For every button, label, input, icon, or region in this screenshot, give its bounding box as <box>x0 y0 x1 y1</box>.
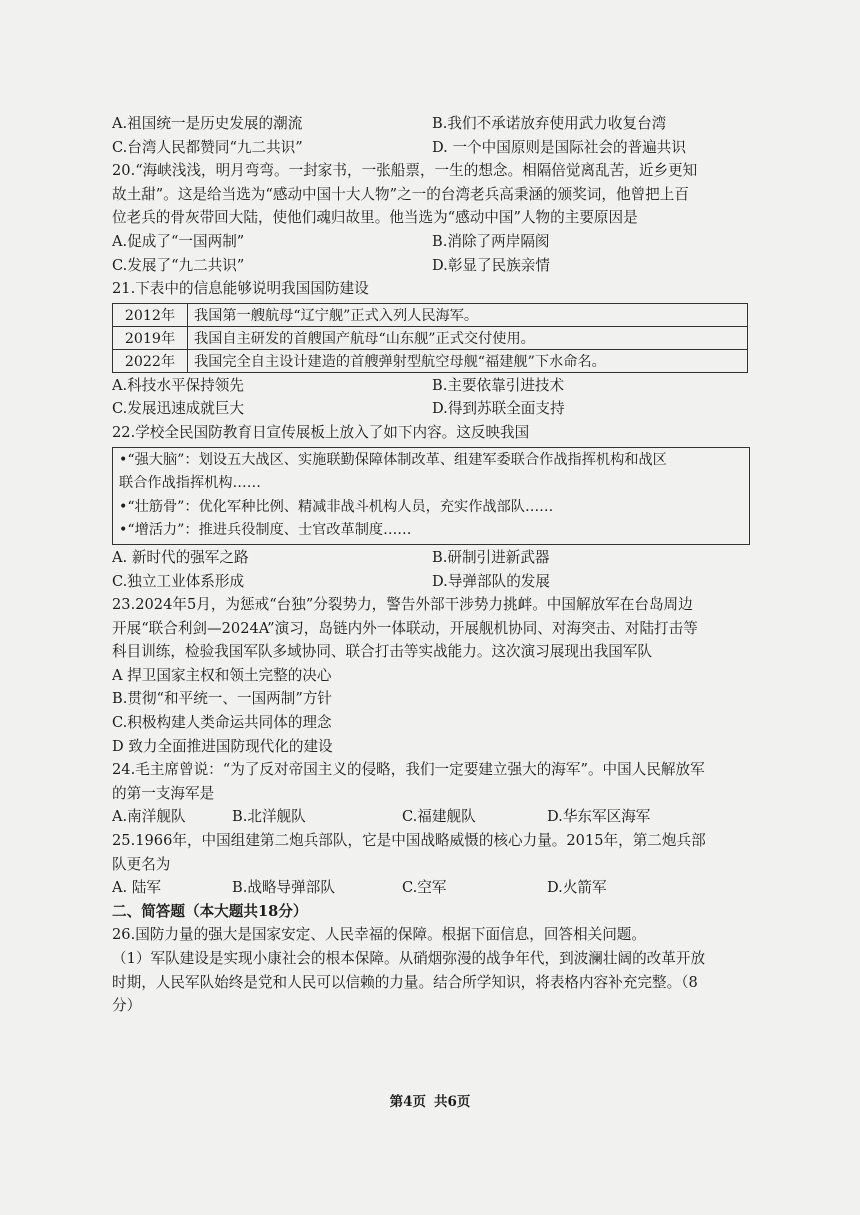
q21-option-b: B.主要依靠引进技术 <box>432 376 565 394</box>
q24-option-c: C.福建舰队 <box>402 808 476 826</box>
q22-info-box <box>112 447 750 545</box>
q24-stem-line-1: 24.毛主席曾说：“为了反对帝国主义的侵略，我们一定要建立强大的海军”。中国人民解放军 <box>112 761 705 779</box>
q22-box-line-2: 联合作战指挥机构…… <box>119 475 261 492</box>
q21-stem: 21.下表中的信息能够说明我国国防建设 <box>112 280 369 298</box>
q23-option-b: B.贯彻“和平统一、一国两制”方针 <box>112 690 333 708</box>
q21-table <box>112 303 748 373</box>
q24-option-b: B.北洋舰队 <box>232 808 306 826</box>
q22-stem: 22.学校全民国防教育日宣传展板上放入了如下内容。这反映我国 <box>112 423 530 441</box>
q21-option-c: C.发展迅速成就巨大 <box>112 400 245 418</box>
q22-option-a: A. 新时代的强军之路 <box>112 548 249 566</box>
q22-box-line-1: •“强大脑”：划设五大战区、实施联勤保障体制改革、组建军委联合作战指挥机构和战区 <box>119 451 667 468</box>
q26-sub1-line-1: （1）军队建设是实现小康社会的根本保障。从硝烟弥漫的战争年代，到波澜壮阔的改革开放 <box>112 950 706 967</box>
q26-sub1-line-2: 时期，人民军队始终是党和人民可以信赖的力量。结合所学知识，将表格内容补充完整。（8 <box>112 973 698 991</box>
q22-option-d: D.导弹部队的发展 <box>432 572 550 590</box>
q22-option-b: B.研制引进新武器 <box>432 548 550 566</box>
q25-option-c: C.空军 <box>402 879 447 897</box>
q21-option-d: D.得到苏联全面支持 <box>432 400 565 418</box>
page-footer <box>0 1090 860 1110</box>
q24-stem-line-2: 的第一支海军是 <box>112 784 215 802</box>
q22-box-line-4: •“增活力”：推进兵役制度、士官改革制度…… <box>119 522 412 539</box>
q19-options-row-2 <box>112 136 752 160</box>
q25-options-row <box>112 876 752 900</box>
q20-stem-line-1: 20.“海峡浅浅，明月弯弯。一封家书，一张船票，一生的想念。相隔倍觉离乱苦，近乡更知 <box>112 162 698 180</box>
q21-options-row-2 <box>112 397 752 421</box>
q26-stem: 26.国防力量的强大是国家安定、人民幸福的保障。根据下面信息，回答相关问题。 <box>112 926 646 944</box>
q22-option-c: C.独立工业体系形成 <box>112 572 245 590</box>
q20-stem-line-2: 故土甜”。这是给当选为“感动中国十大人物”之一的台湾老兵高秉涵的颁奖词，他曾把上百 <box>112 185 689 203</box>
q26-sub1-line-3: 分） <box>112 997 142 1015</box>
q25-stem-line-2: 队更名为 <box>112 855 171 873</box>
table-row <box>113 303 748 326</box>
table-event-cell: 我国第一艘航母“辽宁舰”正式入列人民海军。 <box>188 303 748 326</box>
q25-option-b: B.战略导弹部队 <box>232 879 335 897</box>
q22-box-line-3: •“壮筋骨”：优化军种比例、精减非战斗机构人员，充实作战部队…… <box>119 498 554 515</box>
q20-stem-line-3: 位老兵的骨灰带回大陆，使他们魂归故里。他当选为“感动中国”人物的主要原因是 <box>112 209 638 227</box>
q24-option-d: D.华东军区海军 <box>547 808 651 826</box>
exam-content <box>112 112 752 1018</box>
q25-stem-line-1: 25.1966年，中国组建第二炮兵部队，它是中国战略威慑的核心力量。2015年，第二炮兵部 <box>112 832 706 850</box>
q22-options-row-1 <box>112 546 752 570</box>
q20-options-row-2 <box>112 254 752 278</box>
q23-option-c: C.积极构建人类命运共同体的理念 <box>112 714 332 732</box>
q24-options-row <box>112 805 752 829</box>
q23-option-d: D 致力全面推进国防现代化的建设 <box>112 737 333 755</box>
q20-options-row-1 <box>112 230 752 254</box>
q22-options-row-2 <box>112 570 752 594</box>
table-year-cell: 2022年 <box>113 349 188 372</box>
q20-option-d: D.彰显了民族亲情 <box>432 256 550 274</box>
q23-option-a: A 捍卫国家主权和领土完整的决心 <box>112 666 332 684</box>
q19-option-c: C.台湾人民都赞同“九二共识” <box>112 138 303 156</box>
page-number: 第4页 <box>389 1094 426 1110</box>
table-year-cell: 2019年 <box>113 326 188 349</box>
q25-option-d: D.火箭军 <box>547 879 607 897</box>
page-total: 共6页 <box>434 1094 471 1110</box>
q19-options-row-1 <box>112 112 752 136</box>
table-year-cell: 2012年 <box>113 303 188 326</box>
q20-option-c: C.发展了“九二共识” <box>112 256 245 274</box>
q21-option-a: A.科技水平保持领先 <box>112 376 244 394</box>
table-row <box>113 326 748 349</box>
q21-options-row-1 <box>112 374 752 398</box>
table-row <box>113 349 748 372</box>
q23-stem-line-2: 开展“联合利剑—2024A”演习，岛链内外一体联动，开展舰机协同、对海突击、对陆打击等 <box>112 619 698 637</box>
q20-option-a: A.促成了“一国两制” <box>112 232 245 250</box>
q20-option-b: B.消除了两岸隔阂 <box>432 232 550 250</box>
q25-option-a: A. 陆军 <box>112 879 162 897</box>
q23-stem-line-3: 科目训练，检验我国军队多域协同、联合打击等实战能力。这次演习展现出我国军队 <box>112 643 652 661</box>
section-2-title: 二、简答题（本大题共18分） <box>112 902 308 920</box>
q24-option-a: A.南洋舰队 <box>112 808 186 826</box>
q19-option-a: A.祖国统一是历史发展的潮流 <box>112 115 303 132</box>
table-event-cell: 我国自主研发的首艘国产航母“山东舰”正式交付使用。 <box>188 326 748 349</box>
q19-option-b: B.我们不承诺放弃使用武力收复台湾 <box>432 115 667 132</box>
q23-stem-line-1: 23.2024年5月，为惩戒“台独”分裂势力，警告外部干涉势力挑衅。中国解放军在台岛周边 <box>112 596 693 614</box>
q19-option-d: D. 一个中国原则是国际社会的普遍共识 <box>432 138 686 156</box>
table-event-cell: 我国完全自主设计建造的首艘弹射型航空母舰“福建舰”下水命名。 <box>188 349 748 372</box>
